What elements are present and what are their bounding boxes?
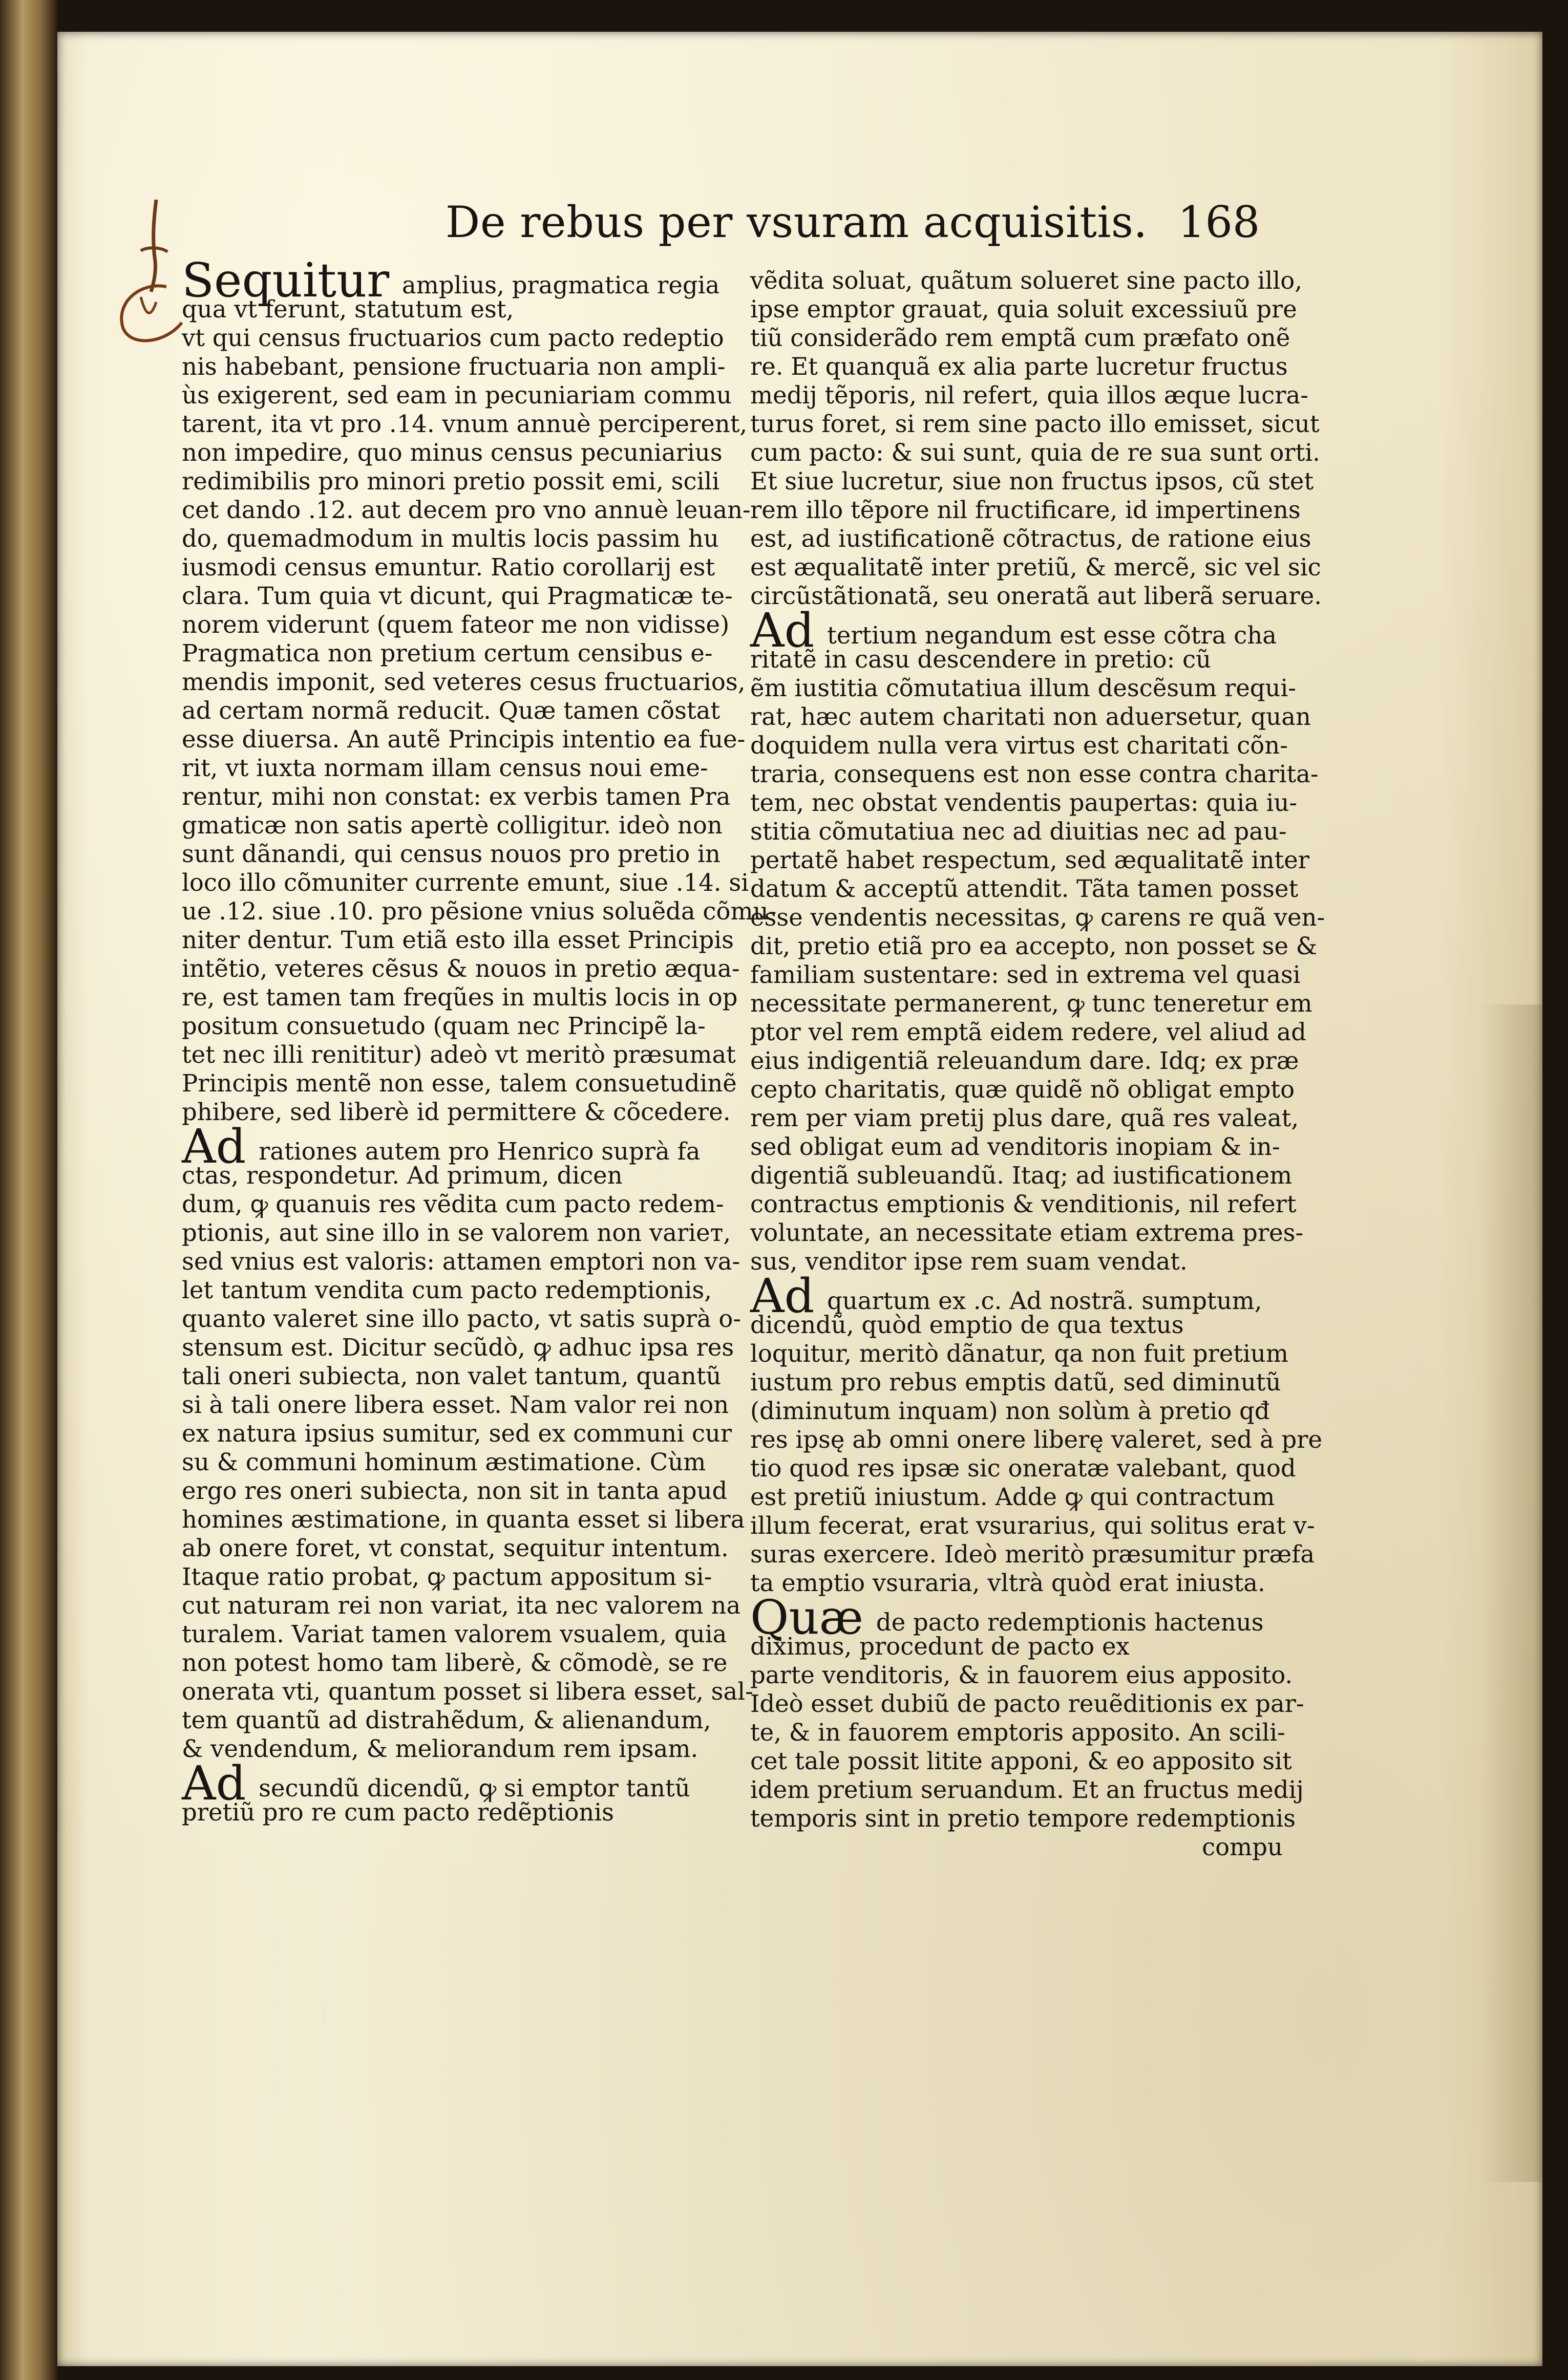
text-line	[182, 1534, 729, 1562]
previous-page-edge	[0, 0, 57, 2380]
text-line	[182, 897, 777, 926]
line-text: dum, ꝙ quanuis res vẽdita cum pacto redem-	[182, 1190, 724, 1218]
text-line	[750, 324, 1290, 352]
text-line	[182, 754, 709, 782]
text-line	[750, 1718, 1283, 1747]
text-line	[750, 295, 1297, 324]
line-text: ùs exigerent, sed eam in pecuniariam commu	[182, 381, 732, 409]
text-line	[182, 1419, 732, 1448]
paragraph-gap	[750, 610, 1283, 616]
text-line	[182, 1591, 741, 1620]
line-text: do, quemadmodum in multis locis passim hu	[182, 525, 719, 552]
text-line	[750, 524, 1311, 553]
line-text: qua vt ferunt, statutum est,	[182, 295, 514, 323]
paragraph-initial: Quæ	[750, 1590, 864, 1645]
line-text: intẽtio, veteres cẽsus & nouos in pretio æqua-	[182, 955, 740, 982]
line-text: nis habebant, pensione fructuaria non ampli-	[182, 353, 726, 380]
paragraph-initial: Sequitur	[182, 253, 390, 308]
text-line	[182, 553, 715, 582]
paragraph-opening-line	[750, 1590, 1283, 1645]
text-line	[750, 352, 1288, 381]
line-text: est pretiũ iniustum. Adde ꝙ qui contractum	[750, 1483, 1275, 1511]
line-text: tarent, ita vt pro .14. vnum annuè perciperent,	[182, 410, 748, 438]
text-line	[750, 1483, 1283, 1511]
page-edge-stain	[1481, 1004, 1542, 2182]
line-text: pertatẽ habet respectum, sed æqualitatẽ inter	[750, 846, 1310, 874]
text-line	[750, 903, 1325, 932]
line-text: su & communi hominum æstimatione. Cùm	[182, 1448, 706, 1476]
paragraph-gap	[182, 1763, 709, 1769]
text-line	[182, 668, 746, 696]
text-line	[750, 1540, 1315, 1569]
text-line	[750, 410, 1320, 438]
text-line	[182, 1505, 745, 1534]
text-line	[750, 645, 1283, 674]
line-text: turus foret, si rem sine pacto illo emisset, sicut	[750, 410, 1320, 438]
text-line	[750, 381, 1308, 410]
line-text: idem pretium seruandum. Et an fructus medij	[750, 1776, 1304, 1804]
line-text: res ipsę ab omni onere liberę valeret, sed à pre	[750, 1426, 1323, 1453]
line-text: suras exercere. Ideò meritò præsumitur præfa	[750, 1540, 1315, 1568]
line-text: quanto valeret sine illo pacto, vt satis suprà o-	[182, 1305, 741, 1333]
line-text: rem per viam pretij plus dare, quã res valeat,	[750, 1104, 1299, 1132]
paragraph-opening-line	[182, 1756, 709, 1811]
line-text: rat, hæc autem charitati non aduersetur, quan	[750, 703, 1311, 731]
line-text: familiam sustentare: sed in extrema vel quasi	[750, 961, 1301, 989]
text-line	[182, 1562, 712, 1591]
line-text: rem illo tẽpore nil fructificare, id impertinens	[750, 496, 1301, 524]
text-line	[182, 1098, 731, 1126]
text-line	[750, 817, 1287, 846]
line-text: esse vendentis necessitas, ꝙ carens re quã ven-	[750, 904, 1325, 931]
line-text: cet dando .12. aut decem pro vno annuè leuan-	[182, 496, 751, 524]
line-text: medij tẽporis, nil refert, quia illos æque lucra-	[750, 381, 1308, 409]
line-text: ipse emptor grauat, quia soluit excessiuũ pre	[750, 295, 1297, 323]
text-line	[182, 1069, 737, 1098]
text-line	[750, 467, 1314, 496]
line-text: cet tale possit litite apponi, & eo apposito sit	[750, 1747, 1292, 1775]
text-line	[750, 1661, 1293, 1689]
line-text: cum pacto: & sui sunt, quia de re sua sunt orti.	[750, 439, 1320, 466]
text-line	[182, 1040, 736, 1069]
text-line	[750, 1804, 1296, 1833]
text-line	[182, 324, 724, 352]
text-line	[182, 782, 731, 811]
paragraph-initial: Ad	[750, 603, 815, 658]
line-text: quartum ex .c. Ad nostrã. sumptum,	[819, 1287, 1262, 1315]
line-text: ctas, respondetur. Ad primum, dicen	[182, 1162, 623, 1189]
text-line	[750, 960, 1301, 989]
line-text: onerata vti, quantum posset si libera esset, sal-	[182, 1678, 753, 1705]
running-head: De rebus per vsuram acquisitis.	[446, 197, 1148, 247]
text-line	[182, 983, 738, 1012]
line-text: phibere, sed liberè id permittere & cõcedere.	[182, 1098, 731, 1126]
left-text-column	[182, 253, 777, 1827]
text-line	[182, 725, 746, 754]
line-text: compu	[1202, 1833, 1283, 1861]
line-text: vt qui census fructuarios cum pacto redeptio	[182, 324, 724, 352]
line-text: est, ad iustificationẽ cõtractus, de ratione eius	[750, 525, 1311, 552]
paragraph-gap	[750, 1276, 1283, 1282]
line-text: datum & acceptũ attendit. Tãta tamen posset	[750, 875, 1299, 903]
line-text: tem quantũ ad distrahẽdum, & alienandum,	[182, 1706, 711, 1734]
text-line	[750, 788, 1298, 817]
text-line	[182, 1390, 729, 1419]
line-text: ad certam normã reducit. Quæ tamen cõstat	[182, 697, 721, 724]
line-text: ab onere foret, vt constat, sequitur intentum.	[182, 1534, 729, 1562]
text-line	[750, 1425, 1323, 1454]
line-text: sunt dãnandi, qui census nouos pro pretio in	[182, 840, 721, 868]
line-text: stitia cõmutatiua nec ad diuitias nec ad pau-	[750, 818, 1287, 845]
text-line	[182, 1706, 709, 1734]
line-text: ptor vel rem emptã eidem redere, vel aliud ad	[750, 1018, 1306, 1046]
right-text-column	[750, 266, 1325, 1861]
text-line	[750, 1046, 1299, 1075]
text-line	[750, 1104, 1299, 1132]
text-line	[750, 1247, 1283, 1276]
line-text: sed obligat eum ad venditoris inopiam & in-	[750, 1133, 1280, 1161]
text-line	[750, 496, 1301, 524]
line-text: ergo res oneri subiecta, non sit in tanta apud	[182, 1477, 728, 1505]
paragraph-initial: Ad	[182, 1756, 246, 1811]
line-text: ptionis, aut sine illo in se valorem non varieт,	[182, 1219, 731, 1247]
text-line	[182, 954, 740, 983]
paragraph-opening-line	[182, 1119, 709, 1174]
line-text: vẽdita soluat, quãtum solueret sine pacto illo,	[750, 267, 1302, 294]
line-text: diximus, procedunt de pacto ex	[750, 1633, 1130, 1660]
line-text: dicendũ, quòd emptio de qua textus	[750, 1311, 1184, 1339]
text-line	[182, 1012, 709, 1040]
line-text: eius indigentiã releuandum dare. Idq; ex præ	[750, 1047, 1299, 1075]
line-text: re, est tamen tam freqũes in multis locis in op	[182, 983, 738, 1011]
text-line	[182, 524, 719, 553]
text-line	[750, 989, 1312, 1018]
text-line	[182, 1190, 724, 1218]
line-text: let tantum vendita cum pacto redemptionis,	[182, 1276, 712, 1304]
line-text: ex natura ipsius sumitur, sed ex communi cur	[182, 1420, 732, 1447]
text-line	[182, 381, 732, 410]
line-text: niter dentur. Tum etiã esto illa esset Principis	[182, 926, 734, 954]
line-text: Itaque ratio probat, ꝙ pactum appositum si-	[182, 1563, 712, 1591]
text-line	[750, 266, 1302, 295]
text-line	[182, 1247, 740, 1276]
text-line	[750, 1339, 1288, 1368]
line-text: gmaticæ non satis apertè colligitur. ideò non	[182, 811, 723, 839]
text-line	[182, 467, 720, 496]
text-line	[750, 438, 1320, 467]
text-line	[750, 731, 1288, 760]
manuscript-margin-mark-icon	[105, 189, 192, 353]
text-line	[182, 1161, 709, 1190]
line-text: ta emptio vsuraria, vltrà quòd erat iniusta.	[750, 1569, 1265, 1597]
text-line	[182, 582, 733, 610]
text-line	[182, 438, 723, 467]
line-text: illum fecerat, erat vsurarius, qui solitus erat v-	[750, 1512, 1315, 1539]
text-line	[182, 639, 713, 668]
line-text: temporis sint in pretio tempore redemptionis	[750, 1805, 1296, 1832]
text-line	[182, 1218, 731, 1247]
line-text: loco illo cõmuniter currente emunt, siue .14. si	[182, 869, 749, 896]
line-text: est æqualitatẽ inter pretiũ, & mercẽ, sic vel sic	[750, 553, 1321, 581]
text-line	[182, 610, 730, 639]
text-line	[750, 1311, 1283, 1339]
paragraph-opening-line	[182, 253, 720, 308]
line-text: tiũ considerãdo rem emptã cum præfato onẽ	[750, 324, 1290, 352]
text-line	[750, 1075, 1295, 1104]
folio-number: 168	[1178, 197, 1260, 247]
text-line	[182, 496, 751, 524]
line-text: norem viderunt (quem fateor me non vidisse)	[182, 611, 730, 638]
text-line	[182, 1333, 734, 1362]
line-text: rit, vt iuxta normam illam census noui eme-	[182, 754, 708, 782]
text-line	[182, 696, 721, 725]
line-text: rentur, mihi non constat: ex verbis tamen Pra	[182, 783, 731, 810]
text-line	[182, 840, 721, 868]
line-text: rationes autem pro Henrico suprà fa	[251, 1138, 701, 1165]
text-line	[182, 1648, 728, 1677]
line-text: sed vnius est valoris: attamen emptori non va-	[182, 1248, 740, 1275]
line-text: iusmodi census emuntur. Ratio corollarij est	[182, 553, 715, 581]
text-line	[750, 846, 1310, 874]
line-text: tio quod res ipsæ sic oneratæ valebant, quod	[750, 1454, 1296, 1482]
text-line	[750, 702, 1311, 731]
text-line	[182, 926, 734, 954]
text-line	[750, 760, 1319, 788]
line-text: positum consuetudo (quam nec Principẽ la-	[182, 1012, 706, 1040]
line-text: loquitur, meritò dãnatur, qa non fuit pretium	[750, 1340, 1288, 1367]
line-text: contractus emptionis & venditionis, nil refert	[750, 1190, 1297, 1218]
paragraph-initial: Ad	[182, 1119, 246, 1174]
text-line	[750, 1368, 1283, 1397]
line-text: te, & in fauorem emptoris apposito. An scili-	[750, 1719, 1285, 1746]
text-line	[182, 295, 709, 324]
text-line	[750, 1132, 1283, 1161]
text-line	[750, 1397, 1283, 1425]
paragraph-opening-line	[750, 1269, 1283, 1323]
text-line	[750, 1018, 1306, 1046]
text-line	[750, 1632, 1283, 1661]
line-text: redimibilis pro minori pretio possit emi, scili	[182, 467, 720, 495]
line-text: necessitate permanerent, ꝙ tunc teneretur em	[750, 990, 1312, 1017]
line-text: pretiũ pro re cum pacto redẽptionis	[182, 1798, 614, 1826]
text-line	[750, 1454, 1296, 1483]
line-text: stensum est. Dicitur secũdò, ꝙ adhuc ipsa res	[182, 1334, 734, 1361]
line-text: doquidem nulla vera virtus est charitati cõn-	[750, 732, 1288, 759]
line-text: re. Et quanquã ex alia parte lucretur fructus	[750, 353, 1288, 380]
line-text: turalem. Variat tamen valorem vsualem, quia	[182, 1620, 727, 1648]
line-text: ritatẽ in casu descendere in pretio: cũ	[750, 646, 1212, 673]
text-line	[182, 811, 723, 840]
line-text: tet nec illi renititur) adeò vt meritò præsumat	[182, 1041, 736, 1068]
text-line	[182, 410, 748, 438]
text-line	[182, 1620, 727, 1648]
text-line	[750, 1689, 1304, 1718]
line-text: cut naturam rei non variat, ita nec valorem na	[182, 1592, 741, 1619]
text-line	[182, 1476, 728, 1505]
line-text: digentiã subleuandũ. Itaq; ad iustificationem	[750, 1162, 1292, 1189]
line-text: dit, pretio etiã pro ea accepto, non posset se &	[750, 932, 1318, 960]
line-text: sus, venditor ipse rem suam vendat.	[750, 1248, 1188, 1275]
text-line	[182, 868, 749, 897]
line-text: non impedire, quo minus census pecuniarius	[182, 439, 723, 466]
line-text: secundũ dicendũ, ꝙ si emptor tantũ	[251, 1774, 690, 1802]
text-line	[750, 1218, 1304, 1247]
text-line	[750, 674, 1297, 702]
line-text: cepto charitatis, quæ quidẽ nõ obligat empto	[750, 1076, 1295, 1103]
line-text: tali oneri subiecta, non valet tantum, quantũ	[182, 1362, 722, 1390]
text-line	[182, 1276, 712, 1304]
line-text: & vendendum, & meliorandum rem ipsam.	[182, 1735, 698, 1763]
paragraph-initial: Ad	[750, 1269, 815, 1323]
line-text: ue .12. siue .10. pro pẽsione vnius soluẽda cõmu-	[182, 897, 777, 925]
text-line	[750, 1190, 1297, 1218]
text-line	[182, 1734, 709, 1763]
text-line	[182, 1304, 741, 1333]
line-text: non potest homo tam liberè, & cõmodè, se re	[182, 1649, 728, 1677]
line-text: tertium negandum est esse cõtra cha	[819, 621, 1277, 649]
line-text: circũstãtionatã, seu oneratã aut liberã seruare.	[750, 582, 1322, 610]
line-text: voluntate, an necessitate etiam extrema pres-	[750, 1219, 1304, 1247]
text-line	[750, 1161, 1292, 1190]
line-text: amplius, pragmatica regia	[394, 271, 720, 299]
text-line	[750, 582, 1322, 610]
line-text: traria, consequens est non esse contra charita-	[750, 760, 1319, 788]
line-text: mendis imponit, sed veteres cesus fructuarios,	[182, 668, 746, 696]
text-line	[182, 1448, 709, 1476]
text-line	[750, 553, 1321, 582]
text-line	[182, 352, 726, 381]
text-line	[750, 874, 1299, 903]
text-line	[750, 932, 1318, 960]
line-text: esse diuersa. An autẽ Principis intentio ea fue-	[182, 725, 746, 753]
text-line	[182, 1362, 722, 1390]
line-text: clara. Tum quia vt dicunt, qui Pragmaticæ te-	[182, 582, 733, 610]
paragraph-gap	[182, 1126, 709, 1132]
line-text: Et siue lucretur, siue non fructus ipsos, cũ stet	[750, 467, 1314, 495]
text-line	[750, 1833, 1283, 1861]
line-text: homines æstimatione, in quanta esset si libera	[182, 1506, 745, 1533]
line-text: si à tali onere libera esset. Nam valor rei non	[182, 1391, 729, 1419]
line-text: iustum pro rebus emptis datũ, sed diminutũ	[750, 1368, 1281, 1396]
paragraph-opening-line	[750, 603, 1283, 658]
line-text: tem, nec obstat vendentis paupertas: quia iu-	[750, 789, 1298, 817]
line-text: de pacto redemptionis hactenus	[868, 1609, 1264, 1636]
line-text: Ideò esset dubiũ de pacto reuẽditionis ex par-	[750, 1690, 1304, 1718]
line-text: ẽm iustitia cõmutatiua illum descẽsum requi-	[750, 674, 1297, 702]
text-line	[750, 1775, 1304, 1804]
line-text: Principis mentẽ non esse, talem consuetudinẽ	[182, 1069, 737, 1097]
line-text: parte venditoris, & in fauorem eius apposito.	[750, 1661, 1293, 1689]
text-line	[182, 1798, 709, 1827]
line-text: (diminutum inquam) non solùm à pretio qđ	[750, 1397, 1270, 1425]
text-line	[182, 1677, 753, 1706]
text-line	[750, 1511, 1315, 1540]
text-line	[750, 1747, 1292, 1775]
line-text: Pragmatica non pretium certum censibus e-	[182, 639, 713, 667]
